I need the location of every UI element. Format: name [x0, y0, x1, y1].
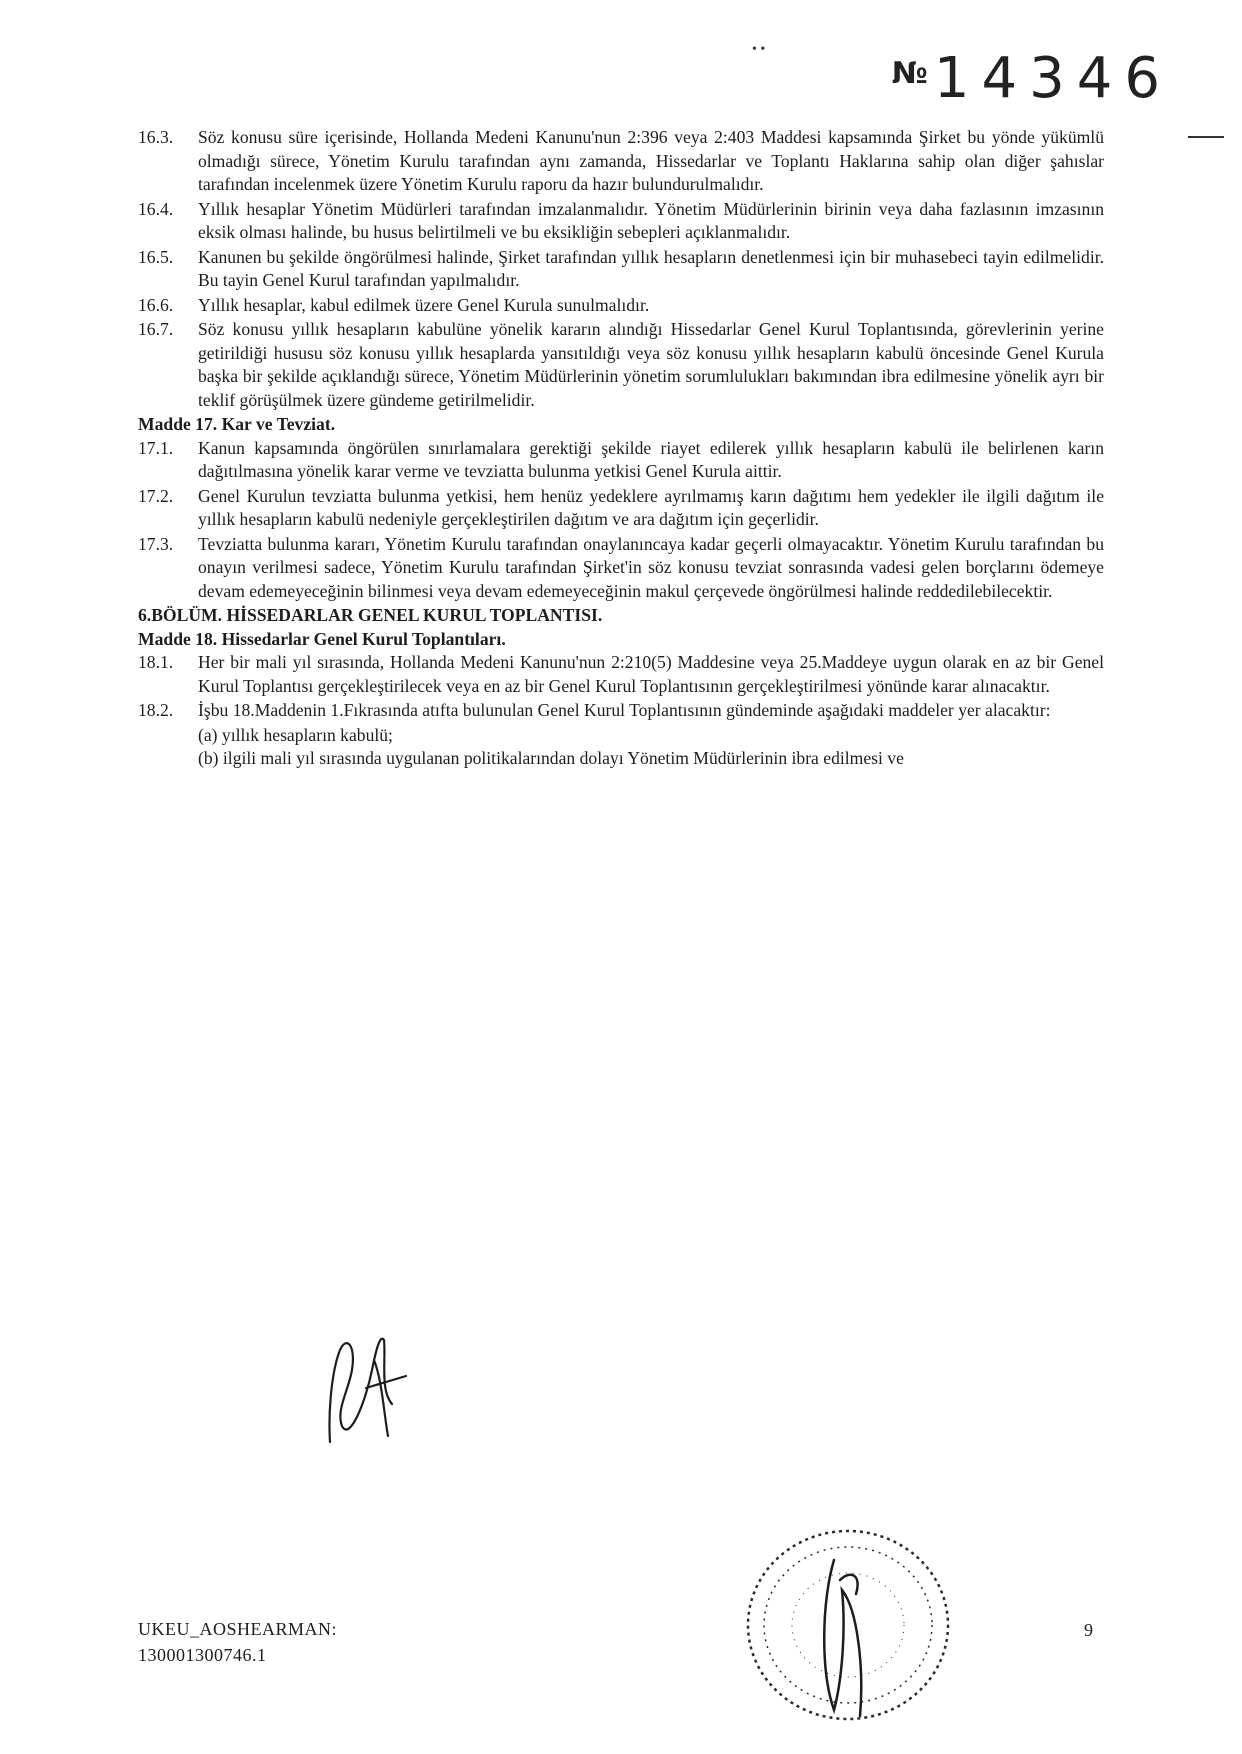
madde-17-clauses [138, 437, 1104, 604]
number-value: 14346 [933, 46, 1172, 111]
clause-number: 16.7. [138, 319, 174, 339]
section-16-clauses [138, 126, 1104, 412]
clause-18-1 [138, 651, 1104, 698]
clause-17-2 [138, 485, 1104, 532]
official-seal-stamp [738, 1520, 958, 1730]
clause-16-5 [138, 246, 1104, 293]
clause-16-7 [138, 318, 1104, 412]
clause-text: Genel Kurulun tevziatta bulunma yetkisi, hem henüz yedeklere ayrılmamış karın dağıtımı hem yedekler ile ilgili dağıtım ile yıllık hesapların kabulü nedeniyle gerçekleştirilen dağıtım ve ara dağıtım için geçerlidir. [198, 485, 1104, 529]
clause-number: 17.2. [138, 485, 174, 506]
clause-number: 16.5. [138, 246, 174, 267]
madde-17-heading: Madde 17. Kar ve Tevziat. [138, 414, 336, 434]
clause-17-3 [138, 533, 1104, 604]
clause-text: İşbu 18.Maddenin 1.Fıkrasında atıfta bulunulan Genel Kurul Toplantısının gündeminde aşağıdaki maddeler yer alacaktır: [198, 700, 1051, 720]
margin-line [1188, 136, 1224, 138]
clause-16-3 [138, 126, 1104, 197]
clause-text: Söz konusu yıllık hesapların kabulüne yönelik kararın alındığı Hissedarlar Genel Kurul Toplantısında, görevlerinin yerine getirildiği hususu söz konusu yıllık hesaplarda yansıtıldığı veya söz konusu yıllık hesapların kabulü öncesinde Genel Kurula başka bir şekilde açıklandığı sürece, Yönetim Müdürlerinin yönetim sorumlulukları bakımından ibra edilmesine yönelik ayrı bir teklif görüşülmek üzere gündeme getirilmelidir. [198, 319, 1104, 410]
clause-number: 17.1. [138, 437, 174, 458]
document-identifier [138, 1616, 337, 1668]
clause-18-2 [138, 699, 1104, 723]
clause-text: Tevziatta bulunma kararı, Yönetim Kurulu tarafından onaylanıncaya kadar geçerli olmayacaktır. Yönetim Kurulu tarafından bu onayın verilmesi sadece, Yönetim Kurulu tarafından Şirket'in söz konusu tevziat sonrasında vadesi gelen borçlarını ödemeye devam edemeyeceğinin bilinmesi veya devam edemeyeceğinin makul çerçevede öngörülmesi halinde reddedilebilecektir. [198, 533, 1104, 601]
document-body [138, 126, 1104, 771]
speck-mark: • • [752, 42, 766, 57]
clause-text: Kanunen bu şekilde öngörülmesi halinde, Şirket tarafından yıllık hesapların denetlenmesi için bir muhasebeci tayin edilmelidir. Bu tayin Genel Kurul tarafından yapılmalıdır. [198, 246, 1104, 290]
clause-number: 16.4. [138, 198, 174, 219]
clause-17-1 [138, 437, 1104, 484]
clause-number: 18.1. [138, 652, 174, 672]
signature-mark [322, 1330, 412, 1450]
identifier-line-1: UKEU_AOSHEARMAN: [138, 1619, 338, 1639]
clause-16-4 [138, 198, 1104, 245]
clause-text: Söz konusu süre içerisinde, Hollanda Medeni Kanunu'nun 2:396 veya 2:403 Maddesi kapsamında Şirket bu yönde yükümlü olmadığı sürece, Yönetim Kurulu tarafından aynı zamanda, Hissedarlar ve Toplantı Haklarına sahip olan diğer şahıslar tarafından incelenmek üzere Yönetim Kurulu raporu da hazır bulundurulmalıdır. [198, 127, 1104, 194]
clause-number: 16.6. [138, 294, 174, 315]
document-number [892, 46, 1172, 111]
clause-16-6 [138, 294, 1104, 318]
clause-number: 18.2. [138, 700, 174, 720]
agenda-list [138, 724, 1104, 771]
madde-18-clauses [138, 651, 1104, 771]
clause-text: Yıllık hesaplar Yönetim Müdürleri tarafından imzalanmalıdır. Yönetim Müdürlerinin birinin veya daha fazlasının imzasının eksik olması halinde, bu husus belirtilmeli ve bu eksikliğin sebepleri açıklanmalıdır. [198, 198, 1104, 242]
madde-18-heading: Madde 18. Hissedarlar Genel Kurul Toplantıları. [138, 628, 506, 649]
identifier-line-2: 130001300746.1 [138, 1645, 267, 1665]
page-number: 9 [1084, 1620, 1093, 1640]
clause-number: 16.3. [138, 127, 174, 147]
clause-text: Kanun kapsamında öngörülen sınırlamalara gerektiği şekilde riayet edilerek yıllık hesapların kabulü ile belirlenen karın dağıtılmasına yönelik karar verme ve tevziatta bulunma yetkisi Genel Kurula aittir. [198, 437, 1104, 481]
bolum-6-heading: 6.BÖLÜM. HİSSEDARLAR GENEL KURUL TOPLANTISI. [138, 605, 603, 625]
clause-number: 17.3. [138, 533, 174, 554]
agenda-item-b: (b) ilgili mali yıl sırasında uygulanan politikalarından dolayı Yönetim Müdürlerinin ibra edilmesi ve [198, 748, 904, 768]
agenda-item-a: (a) yıllık hesapların kabulü; [198, 724, 393, 745]
clause-text: Yıllık hesaplar, kabul edilmek üzere Genel Kurula sunulmalıdır. [198, 294, 650, 315]
clause-text: Her bir mali yıl sırasında, Hollanda Medeni Kanunu'nun 2:210(5) Maddesine veya 25.Maddeye uygun olarak en az bir Genel Kurul Toplantısı gerçekleştirilecek veya en az bir Genel Kurul Toplantısının gerçekleştirilmesi yönünde karar alınacaktır. [198, 652, 1104, 696]
number-prefix: № [891, 56, 928, 91]
